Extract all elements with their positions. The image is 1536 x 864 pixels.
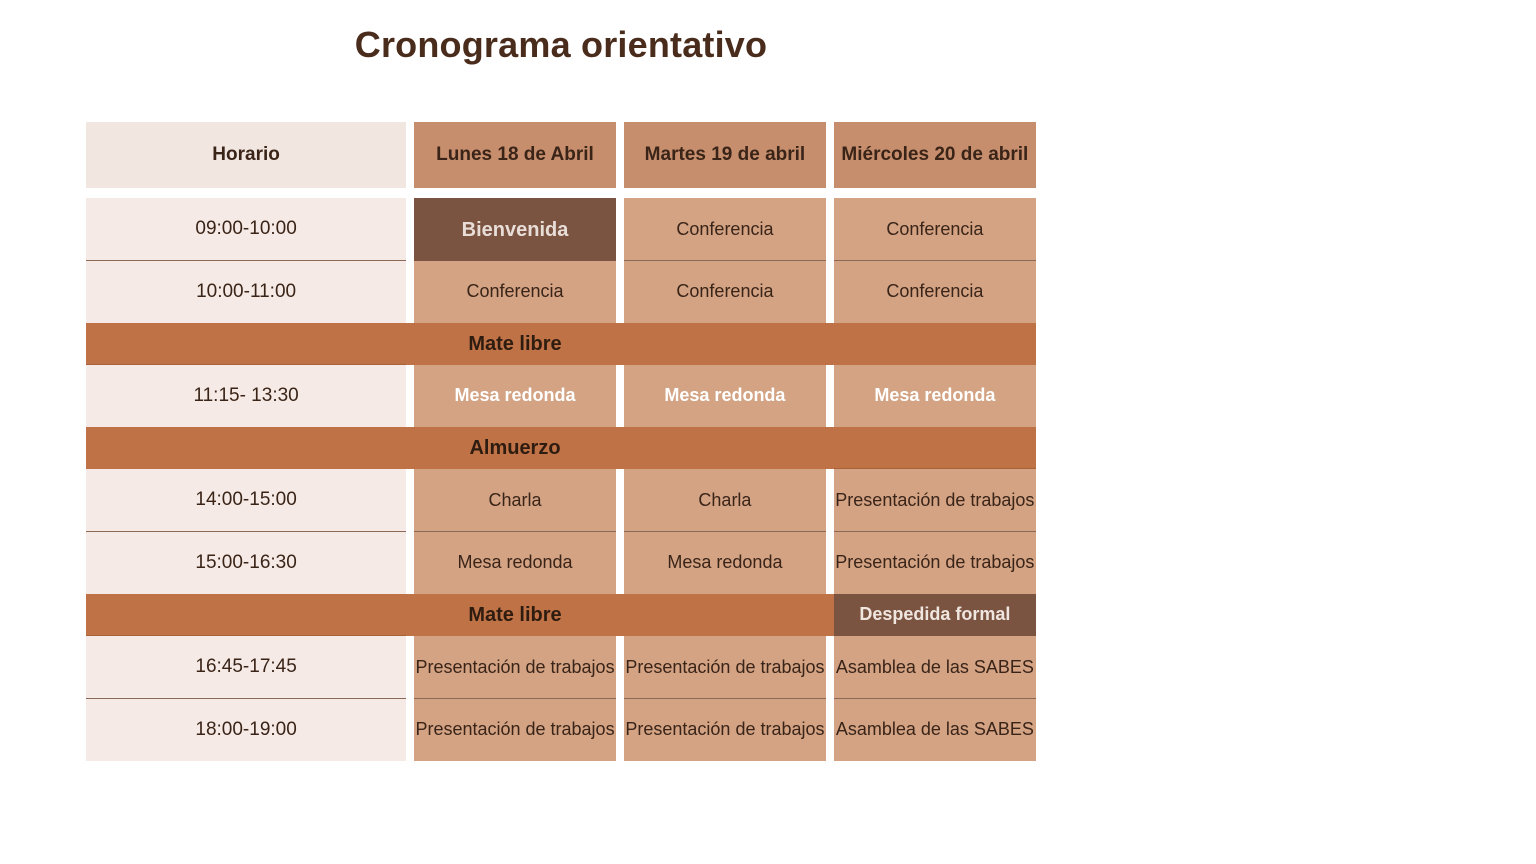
schedule-table [86, 122, 1036, 761]
time-cell: 15:00-16:30 [86, 532, 406, 594]
table-row [86, 636, 1036, 699]
spacer [406, 122, 414, 188]
break-label: Mate libre [414, 594, 616, 636]
time-cell: 09:00-10:00 [86, 198, 406, 261]
spacer [406, 636, 414, 699]
spacer [406, 532, 414, 594]
spacer [616, 469, 624, 532]
spacer [616, 323, 624, 365]
spacer [826, 365, 834, 427]
break-label: Almuerzo [414, 427, 616, 469]
break-cell [834, 323, 1036, 365]
activity-cell: Presentación de trabajos [414, 636, 616, 699]
spacer [406, 323, 414, 365]
activity-cell: Asamblea de las SABES [834, 699, 1036, 761]
spacer [86, 188, 1036, 198]
spacer [826, 323, 834, 365]
activity-cell: Presentación de trabajos [834, 532, 1036, 594]
table-row [86, 198, 1036, 261]
break-cell [624, 427, 826, 469]
spacer [406, 469, 414, 532]
break-row [86, 323, 1036, 365]
spacer [616, 636, 624, 699]
break-cell [624, 323, 826, 365]
farewell-cell: Despedida formal [834, 594, 1036, 636]
break-row [86, 427, 1036, 469]
activity-cell: Conferencia [624, 261, 826, 323]
activity-cell: Mesa redonda [834, 365, 1036, 427]
break-label: Mate libre [414, 323, 616, 365]
spacer [406, 365, 414, 427]
time-cell: 16:45-17:45 [86, 636, 406, 699]
activity-cell: Presentación de trabajos [624, 636, 826, 699]
spacer [406, 427, 414, 469]
spacer [826, 122, 834, 188]
activity-cell: Conferencia [414, 261, 616, 323]
spacer [616, 699, 624, 761]
activity-cell: Bienvenida [414, 198, 616, 261]
activity-cell: Mesa redonda [624, 532, 826, 594]
activity-cell: Mesa redonda [414, 365, 616, 427]
break-time-cell [86, 427, 406, 469]
table-row [86, 261, 1036, 323]
spacer [826, 532, 834, 594]
spacer [616, 365, 624, 427]
break-cell [624, 594, 826, 636]
spacer [826, 699, 834, 761]
header-body-gap [86, 188, 1036, 198]
spacer [826, 261, 834, 323]
spacer [616, 261, 624, 323]
spacer [616, 594, 624, 636]
activity-cell: Mesa redonda [624, 365, 826, 427]
spacer [616, 532, 624, 594]
activity-cell: Presentación de trabajos [834, 469, 1036, 532]
break-time-cell [86, 323, 406, 365]
activity-cell: Presentación de trabajos [624, 699, 826, 761]
time-cell: 14:00-15:00 [86, 469, 406, 532]
spacer [406, 261, 414, 323]
table-row [86, 365, 1036, 427]
header-day-1: Lunes 18 de Abril [414, 122, 616, 188]
time-cell: 11:15- 13:30 [86, 365, 406, 427]
spacer [616, 198, 624, 261]
spacer [826, 469, 834, 532]
activity-cell: Charla [414, 469, 616, 532]
spacer [406, 699, 414, 761]
activity-cell: Presentación de trabajos [414, 699, 616, 761]
activity-cell: Charla [624, 469, 826, 532]
header-day-3: Miércoles 20 de abril [834, 122, 1036, 188]
table-row [86, 699, 1036, 761]
header-day-2: Martes 19 de abril [624, 122, 826, 188]
spacer [406, 594, 414, 636]
spacer [616, 122, 624, 188]
spacer [826, 636, 834, 699]
spacer [826, 198, 834, 261]
break-cell [834, 427, 1036, 469]
activity-cell: Conferencia [834, 261, 1036, 323]
spacer [616, 427, 624, 469]
spacer [406, 198, 414, 261]
header-horario: Horario [86, 122, 406, 188]
activity-cell: Conferencia [624, 198, 826, 261]
table-header-row [86, 122, 1036, 188]
time-cell: 18:00-19:00 [86, 699, 406, 761]
page-title: Cronograma orientativo [354, 24, 768, 65]
break-row [86, 594, 1036, 636]
activity-cell: Mesa redonda [414, 532, 616, 594]
table-row [86, 532, 1036, 594]
time-cell: 10:00-11:00 [86, 261, 406, 323]
spacer [826, 427, 834, 469]
table-row [86, 469, 1036, 532]
spacer [826, 594, 834, 636]
activity-cell: Conferencia [834, 198, 1036, 261]
break-time-cell [86, 594, 406, 636]
activity-cell: Asamblea de las SABES [834, 636, 1036, 699]
